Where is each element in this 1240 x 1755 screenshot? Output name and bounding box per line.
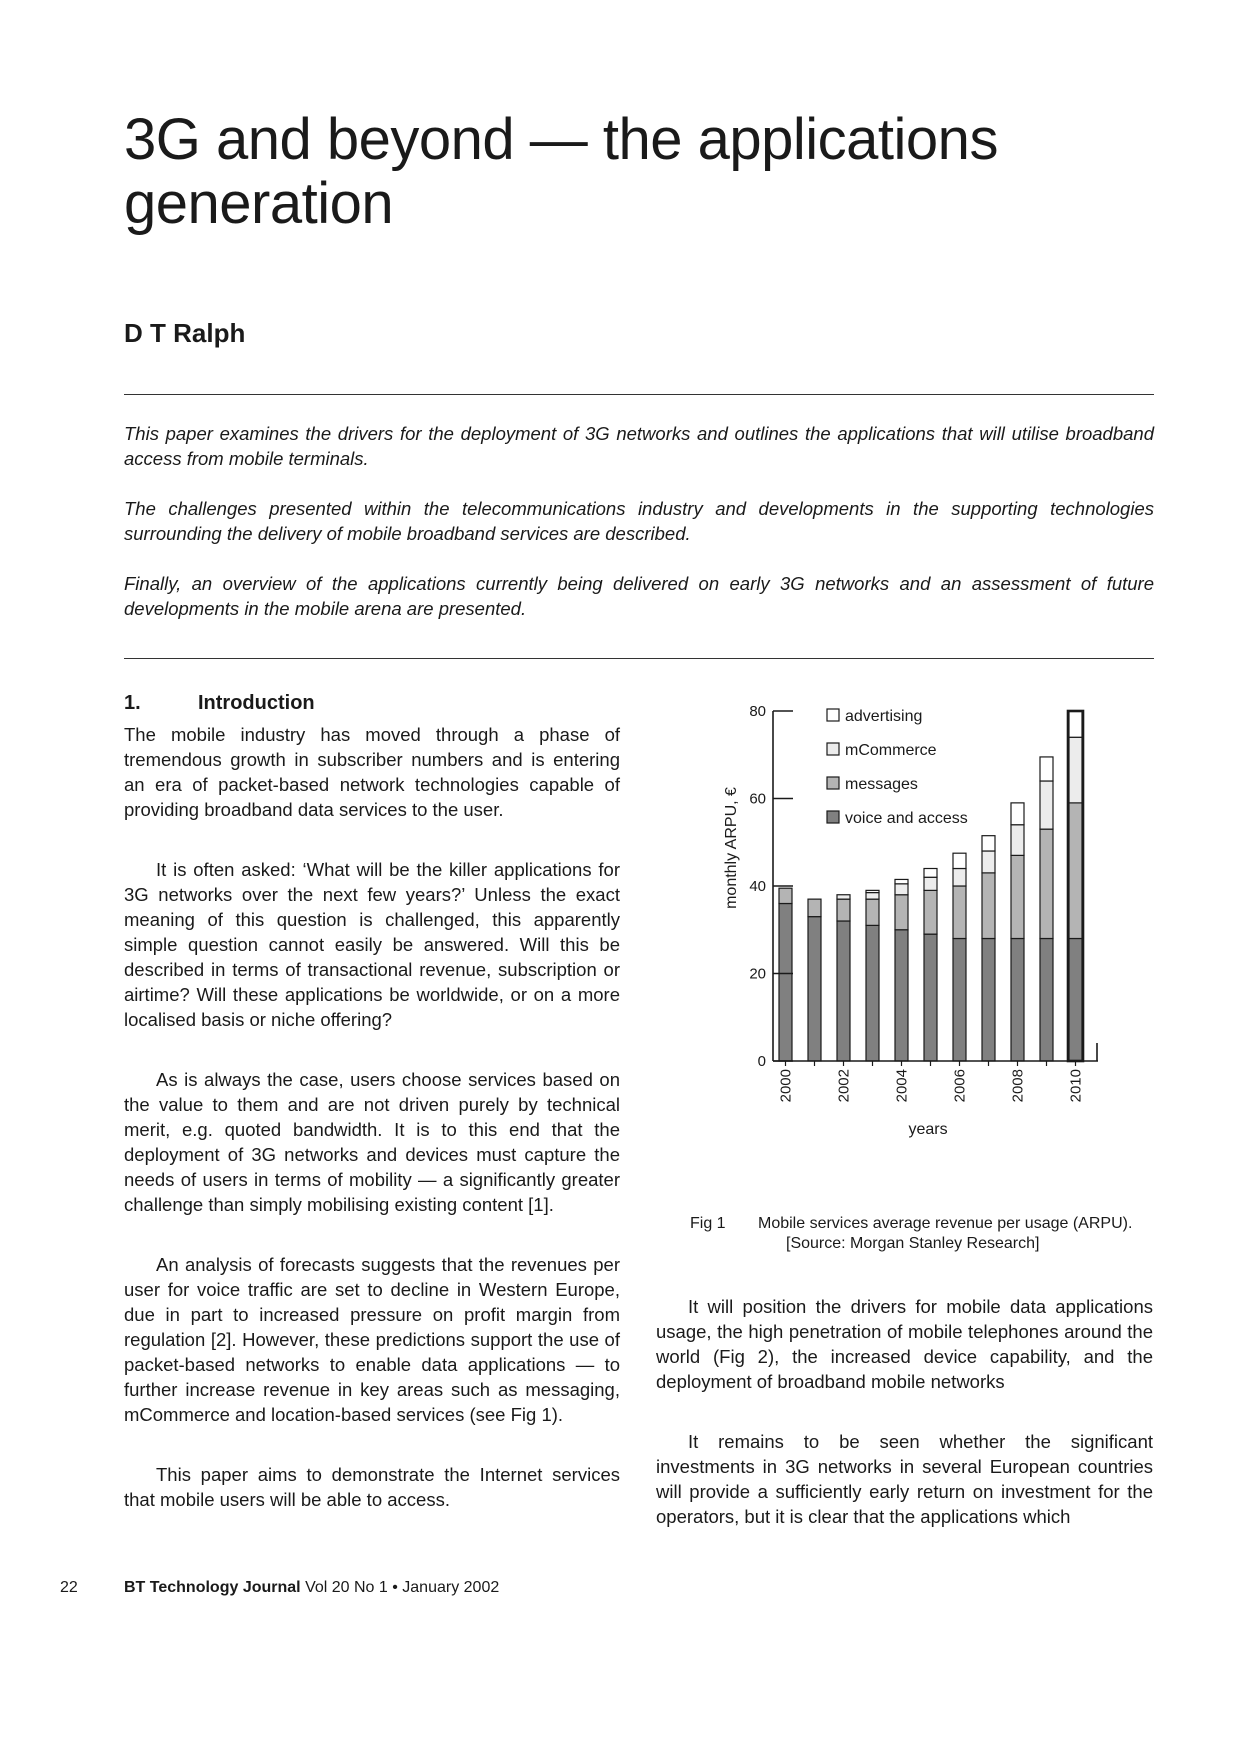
bar-segment-mCommerce-2004: [895, 884, 908, 895]
bar-segment-voice-and-access-2009: [1040, 939, 1053, 1062]
legend-label: mCommerce: [845, 742, 937, 759]
bar-segment-advertising-2010: [1069, 711, 1082, 737]
x-tick-label: 2000: [777, 1069, 795, 1103]
y-tick-label: 80: [749, 703, 766, 720]
abstract-paragraph: The challenges presented within the telecommunications industry and developments in the supporting technologies surrounding the delivery of mobile broadband services are described.: [124, 498, 1154, 544]
abstract-paragraph: Finally, an overview of the applications currently being delivered on early 3G networks and an assessment of future developments in the mobile arena are presented.: [124, 573, 1154, 619]
bar-segment-voice-and-access-2000: [779, 904, 792, 1062]
x-tick-label: 2002: [835, 1069, 853, 1103]
bar-segment-advertising-2006: [953, 853, 966, 868]
bar-segment-messages-2005: [924, 890, 937, 934]
bar-segment-advertising-2004: [895, 879, 908, 883]
x-tick-label: 2006: [951, 1069, 969, 1103]
y-tick-label: 40: [749, 878, 766, 895]
body-paragraph: As is always the case, users choose services based on the value to them and are not driven purely by technical merit, e.g. quoted bandwidth. It is to this end that the deployment of 3G networks and devices must capture the needs of users in terms of mobility — a significantly greater challenge than simply mobilising existing content [1].: [124, 1069, 620, 1215]
y-tick-label: 20: [749, 965, 766, 983]
page-number: 22: [60, 1579, 78, 1596]
bar-segment-voice-and-access-2003: [866, 925, 879, 1061]
legend-swatch-advertising: [827, 709, 839, 721]
bar-segment-advertising-2007: [982, 836, 995, 851]
arpu-stacked-bar-chart: [700, 700, 1140, 1170]
journal-name: BT Technology Journal: [124, 1579, 301, 1596]
bar-segment-voice-and-access-2001: [808, 917, 821, 1061]
abstract-bottom-rule: [124, 658, 1154, 659]
legend-swatch-mCommerce: [827, 743, 839, 755]
bar-segment-mCommerce-2009: [1040, 781, 1053, 829]
legend-swatch-messages: [827, 777, 839, 789]
x-tick-label: 2010: [1067, 1069, 1085, 1103]
section-number: 1.: [124, 692, 141, 714]
chart-legend: [827, 708, 968, 827]
abstract-paragraph: This paper examines the drivers for the deployment of 3G networks and outlines the applications that will utilise broadband access from mobile terminals.: [124, 423, 1154, 469]
y-tick-label: 0: [757, 1053, 766, 1070]
bar-segment-advertising-2005: [924, 869, 937, 878]
body-paragraph: It remains to be seen whether the significant investments in 3G networks in several European countries will provide a sufficiently early return on investment for the operators, but it is clear that the applications which: [656, 1431, 1153, 1527]
bar-segment-mCommerce-2010: [1069, 737, 1082, 803]
journal-issue: Vol 20 No 1 • January 2002: [305, 1579, 500, 1596]
author-name: D T Ralph: [124, 318, 246, 348]
figure-caption: [690, 1214, 1160, 1254]
bar-segment-messages-2000: [779, 888, 792, 903]
x-tick-label: 2008: [1009, 1069, 1027, 1103]
right-column: [656, 1294, 1153, 1564]
abstract: [124, 421, 1154, 646]
body-paragraph: It is often asked: ‘What will be the killer applications for 3G networks over the next few years?’ Unless the exact meaning of this question is challenged, this apparently simple question cannot easily be answered. Will this be described in terms of transactional revenue, subscription or airtime? Will these applications be worldwide, or on a more localised basis or niche offering?: [124, 859, 620, 1030]
bar-segment-advertising-2009: [1040, 757, 1053, 781]
top-rule: [124, 394, 1154, 395]
paper-title: 3G and beyond — the applications generation: [124, 107, 998, 236]
legend-label: advertising: [845, 708, 923, 725]
bar-segment-mCommerce-2005: [924, 877, 937, 890]
legend-swatch-voice-and-access: [827, 811, 839, 823]
bar-segment-mCommerce-2007: [982, 851, 995, 873]
journal-citation: [124, 1579, 499, 1597]
x-axis-label: years: [908, 1121, 948, 1138]
bar-segment-messages-2007: [982, 873, 995, 939]
y-axis-label: monthly ARPU, €: [723, 787, 740, 909]
bar-segment-advertising-2008: [1011, 803, 1024, 825]
bar-segment-messages-2009: [1040, 829, 1053, 938]
bar-segment-voice-and-access-2005: [924, 934, 937, 1061]
bar-segment-mCommerce-2003: [866, 893, 879, 900]
bar-segment-messages-2006: [953, 886, 966, 939]
bar-segment-messages-2008: [1011, 855, 1024, 938]
body-paragraph: It will position the drivers for mobile data applications usage, the high penetration of mobile telephones around the world (Fig 2), the increased device capability, and the deployment of broadband mobile networks: [656, 1296, 1153, 1392]
bar-segment-voice-and-access-2008: [1011, 939, 1024, 1062]
bar-segment-voice-and-access-2006: [953, 939, 966, 1062]
bar-segment-messages-2002: [837, 899, 850, 921]
bar-segment-messages-2003: [866, 899, 879, 925]
bar-segment-mCommerce-2008: [1011, 825, 1024, 856]
figure-caption-text: Mobile services average revenue per usage (ARPU).: [758, 1215, 1133, 1232]
bar-segment-mCommerce-2006: [953, 869, 966, 887]
bar-segment-messages-2004: [895, 895, 908, 930]
body-paragraph: The mobile industry has moved through a phase of tremendous growth in subscriber numbers and is entering an era of packet-based network technologies capable of providing broadband data services to the user.: [124, 724, 620, 820]
body-paragraph: This paper aims to demonstrate the Internet services that mobile users will be able to access.: [124, 1464, 620, 1510]
bar-segment-voice-and-access-2010: [1069, 939, 1082, 1062]
section-heading: [124, 690, 620, 716]
body-paragraph: An analysis of forecasts suggests that the revenues per user for voice traffic are set to decline in Western Europe, due in part to increased pressure on profit margin from regulation [2]. However, these predictions support the use of packet-based networks to enable data applications — to further increase revenue in key areas such as messaging, mCommerce and location-based services (see Fig 1).: [124, 1254, 620, 1425]
left-column: [124, 690, 620, 1547]
bar-segment-voice-and-access-2002: [837, 921, 850, 1061]
bar-segment-messages-2010: [1069, 803, 1082, 939]
figure-label: Fig 1: [690, 1215, 726, 1232]
bar-group: [779, 711, 1083, 1061]
bar-segment-voice-and-access-2007: [982, 939, 995, 1062]
x-tick-label: 2004: [893, 1069, 911, 1103]
legend-label: voice and access: [845, 810, 968, 827]
figure-source: [Source: Morgan Stanley Research]: [786, 1235, 1040, 1252]
bar-segment-voice-and-access-2004: [895, 930, 908, 1061]
bar-segment-advertising-2003: [866, 890, 879, 892]
bar-segment-messages-2001: [808, 899, 821, 917]
section-title: Introduction: [198, 692, 315, 714]
y-tick-label: 60: [749, 790, 766, 808]
bar-segment-mCommerce-2002: [837, 895, 850, 899]
legend-label: messages: [845, 776, 918, 793]
